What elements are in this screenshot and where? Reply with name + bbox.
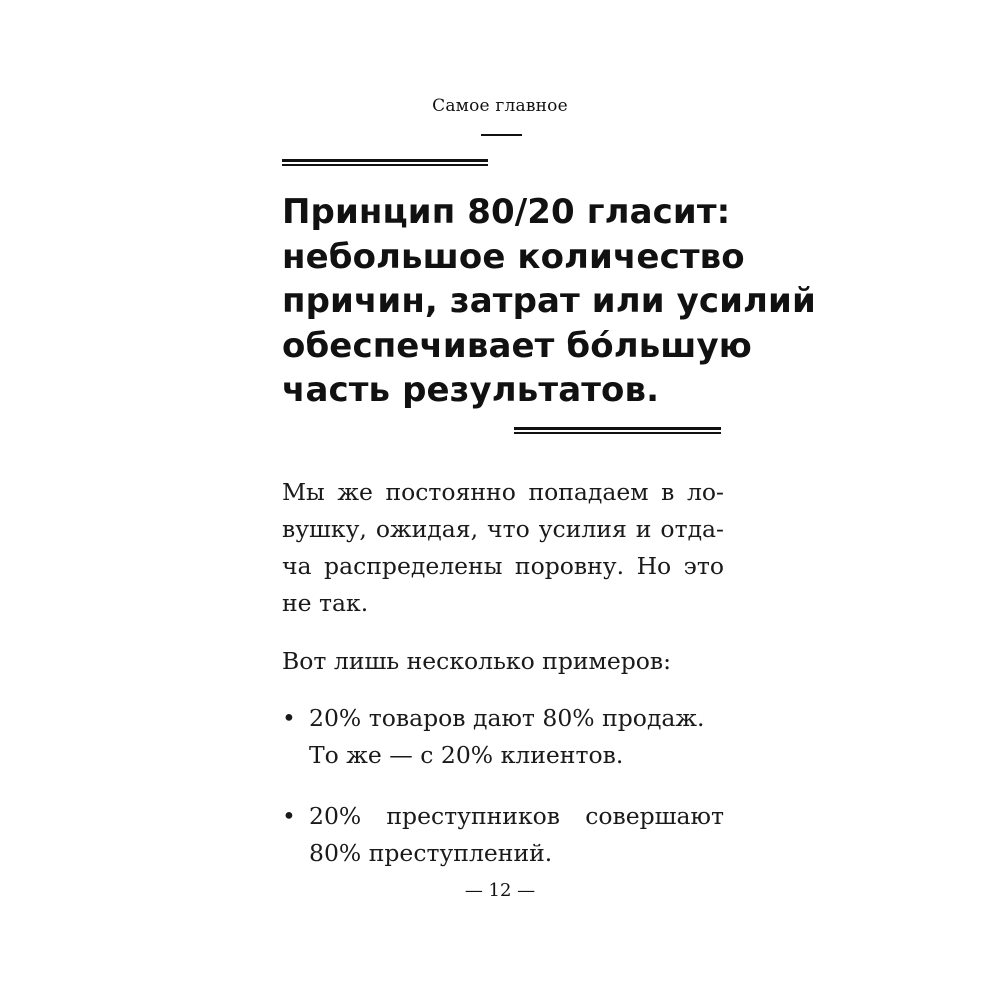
- list-item: [282, 700, 724, 774]
- quote-bottom-rule: [514, 427, 721, 434]
- pull-quote-line: обеспечивает бóльшую: [282, 325, 752, 366]
- list-item-line: 20% преступников совершают: [309, 802, 724, 830]
- paragraph-1: [282, 474, 724, 622]
- running-head: Самое главное: [432, 96, 568, 116]
- bullet-icon: •: [282, 802, 296, 830]
- pull-quote-line: часть результатов.: [282, 370, 660, 410]
- paragraph-line: ча распределены поровну. Но это: [282, 552, 724, 580]
- quote-top-rule: [282, 159, 488, 166]
- paragraph-line: Мы же постоянно попадаем в ло-: [282, 478, 724, 506]
- bullet-icon: •: [282, 704, 296, 732]
- pull-quote: [282, 190, 816, 413]
- pull-quote-line: Принцип 80/20 гласит:: [282, 192, 731, 232]
- paragraph-line: не так.: [282, 589, 369, 617]
- list-item-line: 80% преступлений.: [309, 839, 553, 867]
- examples-list: [282, 700, 724, 872]
- paragraph-line: вушку, ожидая, что усилия и отда-: [282, 515, 724, 543]
- list-item-line: 20% товаров дают 80% продаж.: [309, 704, 705, 732]
- paragraph-2: Вот лишь несколько примеров:: [282, 647, 672, 675]
- pull-quote-line: небольшое количество: [282, 236, 745, 277]
- list-item-line: То же — с 20% клиентов.: [309, 741, 624, 769]
- list-item: [282, 798, 724, 872]
- page-number: — 12 —: [464, 880, 536, 901]
- pull-quote-line: причин, затрат или усилий: [282, 281, 816, 321]
- running-head-rule: [481, 134, 522, 136]
